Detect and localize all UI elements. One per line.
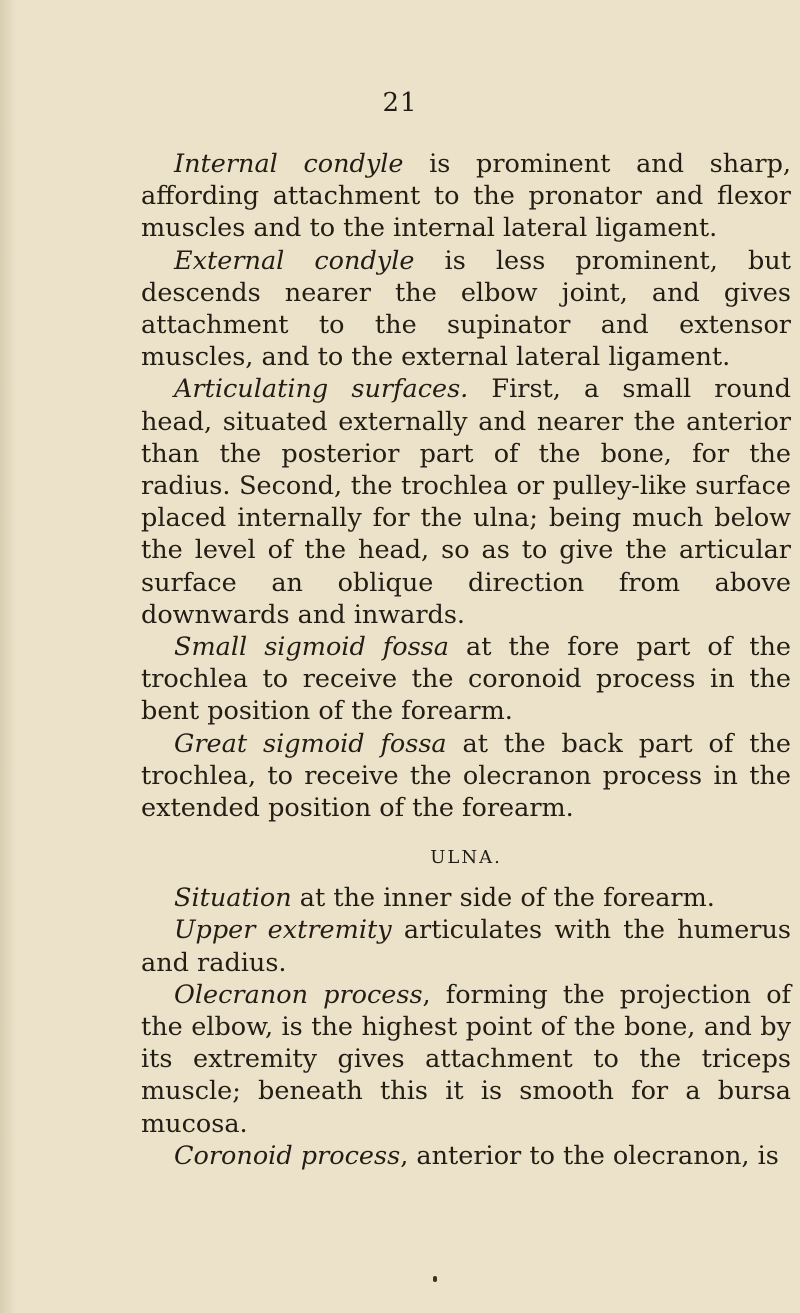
paragraph-lead: Internal condyle <box>174 149 404 179</box>
paragraph-lead: External condyle <box>174 245 415 276</box>
page-gutter-shadow <box>0 0 16 1313</box>
paragraph-lead: Great sigmoid fossa <box>174 728 447 759</box>
paragraph-lead: Coronoid process <box>174 1140 401 1171</box>
paragraph-articulating-surfaces <box>141 373 791 631</box>
paragraph-text: at the back part of the trochlea, to receive the olecranon process in the extended position of the forearm. <box>141 728 791 824</box>
paragraph-internal-condyle <box>141 148 791 245</box>
ink-speck <box>433 1276 437 1282</box>
paragraph-lead: Small sigmoid fossa <box>174 632 449 663</box>
paragraph-lead: Olecranon process <box>174 979 423 1010</box>
paragraph-text: at the inner side of the forearm. <box>291 883 715 914</box>
section-heading-ulna: ULNA. <box>430 847 502 869</box>
paragraph-text: articulates with the humerus and radius. <box>141 915 791 978</box>
paragraph-text: , forming the projection of the elbow, is the highest point of the bone, and by its extremity gives attachment to the triceps muscle; beneath this it is smooth for a bursa mucosa. <box>141 979 791 1139</box>
paragraph-text: , anterior to the olecranon, is <box>400 1140 779 1171</box>
paragraph-lead: Articulating surfaces. <box>174 374 469 405</box>
paragraph-external-condyle <box>141 245 791 374</box>
paragraph-great-sigmoid-fossa <box>141 728 791 825</box>
paragraph-small-sigmoid-fossa <box>141 631 791 728</box>
paragraph-text: is less prominent, but descends nearer the elbow joint, and gives attachment to the supinator and extensor muscles, and to the external lateral ligament. <box>141 245 791 373</box>
paragraph-text: First, a small round head, situated externally and nearer the anterior than the posterior part of the bone, for the radius. Second, the trochlea or pulley-like surface placed internally for the ulna; being much below the level of the head, so as to give the articular surface an oblique direction from above downwards and inwards. <box>141 374 791 630</box>
paragraph-text: is prominent and sharp, affording attachment to the pronator and flexor muscles and to the internal lateral ligament. <box>141 149 791 244</box>
paragraph-situation <box>141 882 791 914</box>
paragraph-text: at the fore part of the trochlea to receive the coronoid process in the bent position of the forearm. <box>141 632 791 727</box>
page-body <box>141 148 791 1172</box>
paragraph-lead: Situation <box>174 883 292 914</box>
paragraph-upper-extremity <box>141 914 791 978</box>
paragraph-coronoid-process <box>141 1140 791 1172</box>
page-number: 21 <box>382 88 418 118</box>
paragraph-olecranon-process <box>141 979 791 1140</box>
paragraph-lead: Upper extremity <box>174 915 392 946</box>
